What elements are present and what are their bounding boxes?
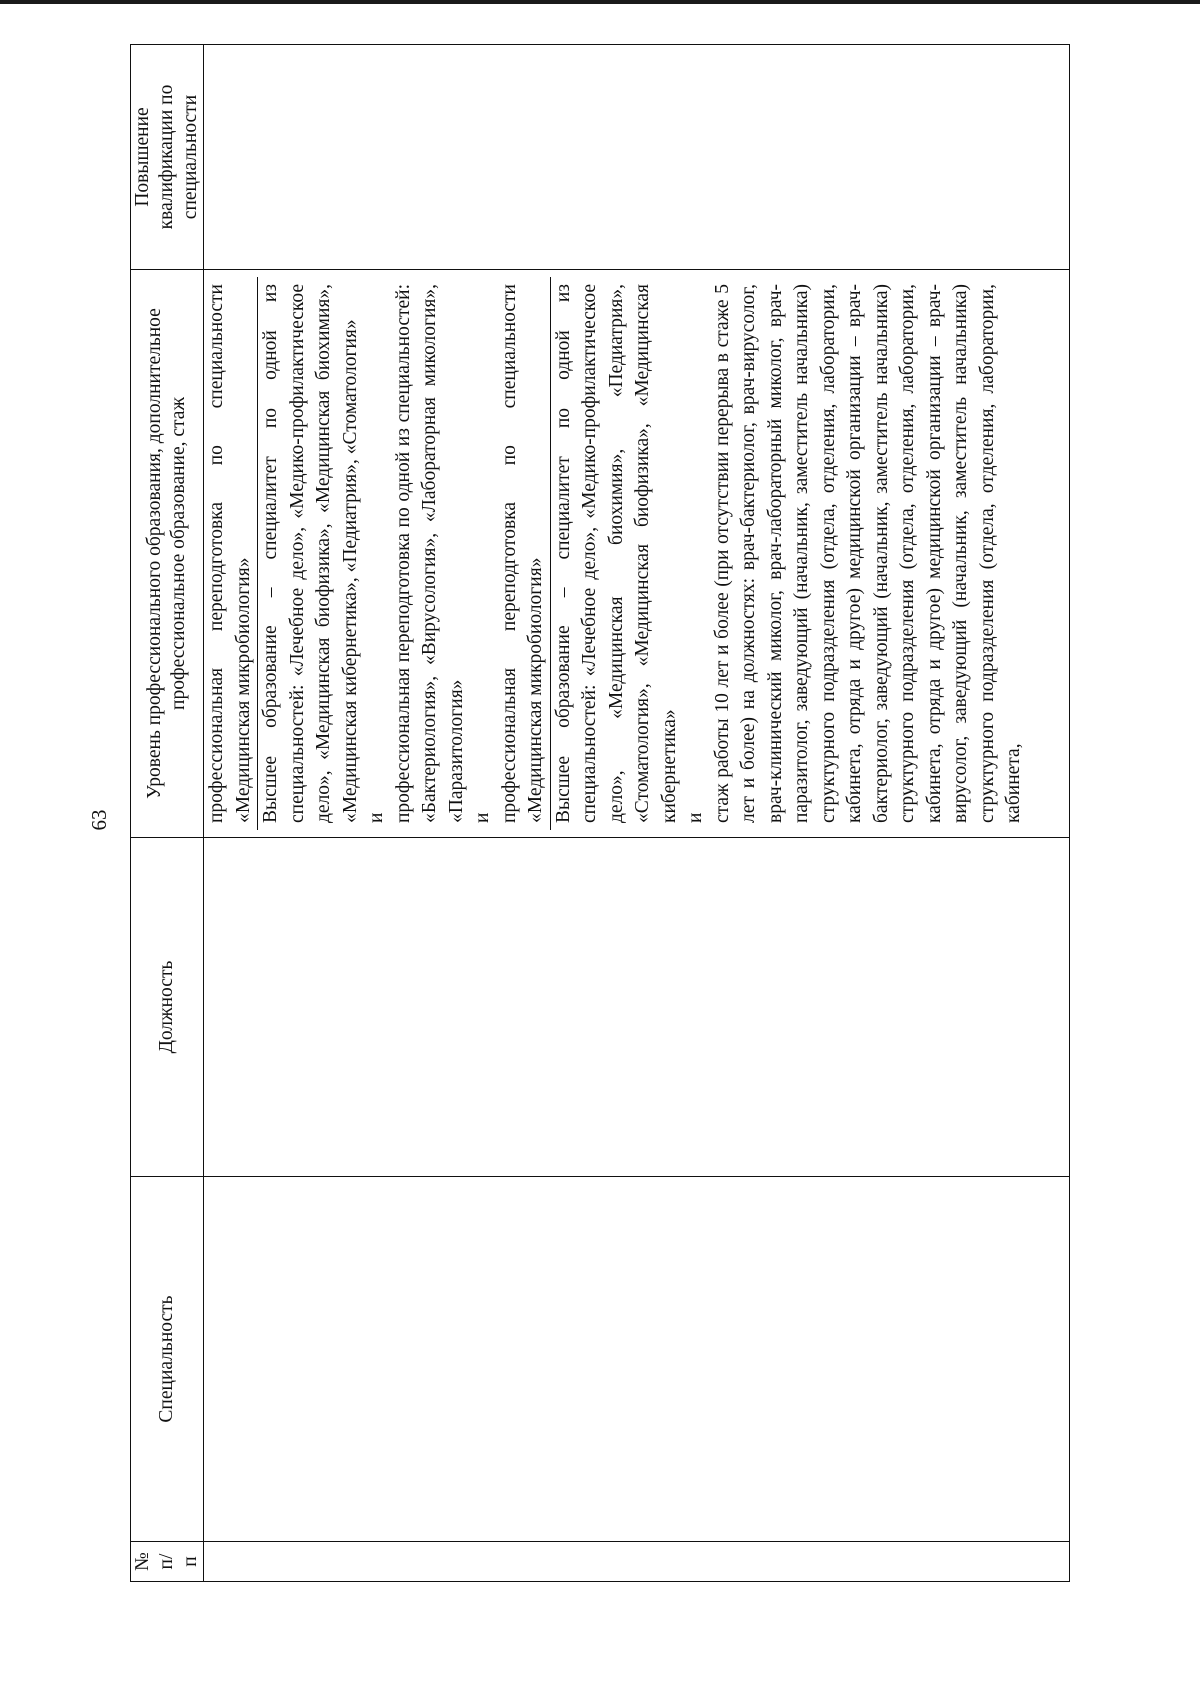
conjunction-and: и xyxy=(366,812,387,823)
education-paragraph: профессиональная переподготовка по специальности «Медицинская микробиология» xyxy=(498,284,546,823)
education-block-2 xyxy=(257,277,550,830)
conjunction-and: и xyxy=(472,812,493,823)
cell-num xyxy=(204,1542,1070,1582)
header-num: № п/п xyxy=(131,1542,204,1582)
education-paragraph: стаж работы 10 лет и более (при отсутствии перерыва в стаже 5 лет и более) на должностях: врач-бактериолог, врач-вирусолог, врач-клинический миколог, врач-лабораторный миколог, врач-паразитолог, заведующий (начальник, заместитель начальника) структурного подразделения (отдела, отделения, лаборатории, кабинета, отряда и другое) медицинской организации – врач-бактериолог, заведующий (начальник, заместитель начальника) структурного подразделения (отдела, отделения, лаборатории, кабинета, отряда и другое) медицинской организации – врач-вирусолог, заведующий (начальник, заместитель начальника) структурного подразделения (отдела, отделения, лаборатории, кабинета, xyxy=(711,284,1024,823)
education-paragraph: профессиональная переподготовка по специальности «Медицинская микробиология» xyxy=(206,284,254,823)
education-blocks xyxy=(204,277,1028,830)
cell-position xyxy=(204,838,1070,1177)
education-paragraph: Высшее образование – специалитет по одной из специальностей: «Лечебное дело», «Медико-профилактическое дело», «Медицинская биофизика», «Медицинская биохимия», «Медицинская кибернетика», «Педиатрия», «Стоматология» xyxy=(260,284,361,823)
cell-qualification xyxy=(204,45,1070,270)
education-block-1 xyxy=(204,277,257,830)
rotated-table-container xyxy=(130,45,1070,1582)
table-row xyxy=(204,45,1070,1582)
page-number: 63 xyxy=(87,809,111,831)
education-paragraph: профессиональная переподготовка по одной из специальностей: «Бактериология», «Вирусология», «Лабораторная микология», «Паразитология» xyxy=(392,284,467,823)
header-position: Должность xyxy=(131,838,204,1177)
cell-specialty xyxy=(204,1177,1070,1542)
education-paragraph: Высшее образование – специалитет по одной из специальностей: «Лечебное дело», «Медико-профилактическое дело», «Медицинская биохимия», «Педиатрия», «Стоматология», «Медицинская биофизика», «Медицинская кибернетика» xyxy=(552,284,680,823)
header-education: Уровень профессионального образования, дополнительное профессиональное образование, стаж xyxy=(131,270,204,838)
qualification-table xyxy=(130,44,1070,1582)
cell-education xyxy=(204,270,1070,838)
table-header-row xyxy=(131,45,204,1582)
conjunction-and: и xyxy=(685,812,706,823)
header-qualification: Повышение квалификации по специальности xyxy=(131,45,204,270)
education-block-3 xyxy=(550,277,1028,830)
header-specialty: Специальность xyxy=(131,1177,204,1542)
scan-edge xyxy=(0,0,1200,4)
